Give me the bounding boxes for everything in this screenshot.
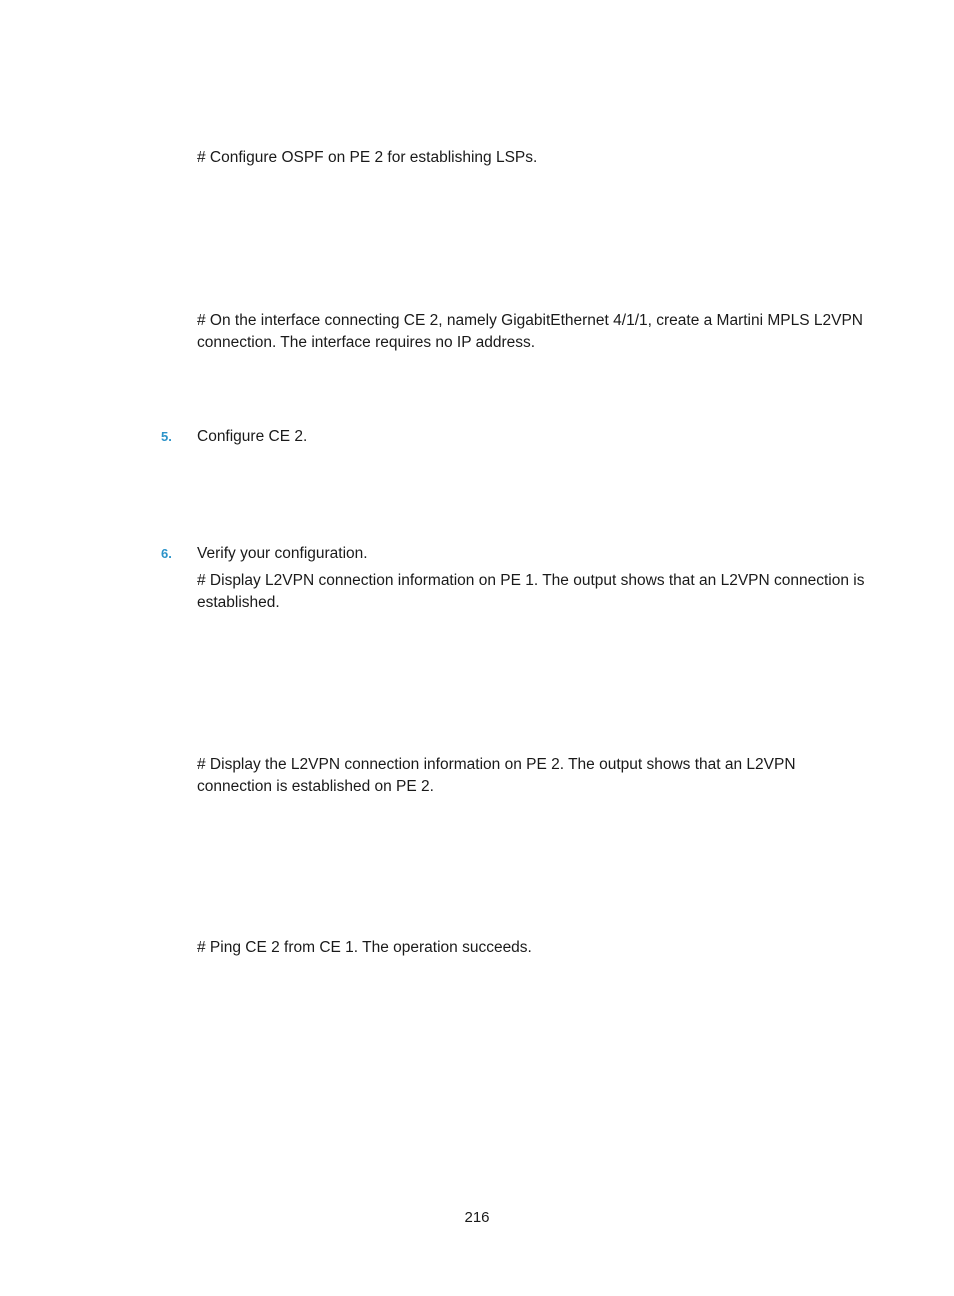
step-text: Configure CE 2. [197, 428, 308, 445]
paragraph-display-pe2: # Display the L2VPN connection information on PE 2. The output shows that an L2VPN connection is established on PE 2. [197, 756, 796, 795]
paragraph-configure-ospf: # Configure OSPF on PE 2 for establishing LSPs. [197, 149, 538, 166]
step-5 [161, 426, 307, 448]
step-number: 5. [161, 429, 172, 444]
paragraph-ping: # Ping CE 2 from CE 1. The operation succeeds. [197, 939, 532, 956]
step-6 [161, 543, 368, 565]
step-text: Verify your configuration. [197, 545, 368, 562]
paragraph-create-connection: # On the interface connecting CE 2, namely GigabitEthernet 4/1/1, create a Martini MPLS L2VPN connection. The interface requires no IP address. [197, 312, 863, 351]
paragraph-display-pe1: # Display L2VPN connection information on PE 1. The output shows that an L2VPN connection is established. [197, 572, 865, 611]
page-number: 216 [464, 1209, 490, 1226]
step-number: 6. [161, 546, 172, 561]
